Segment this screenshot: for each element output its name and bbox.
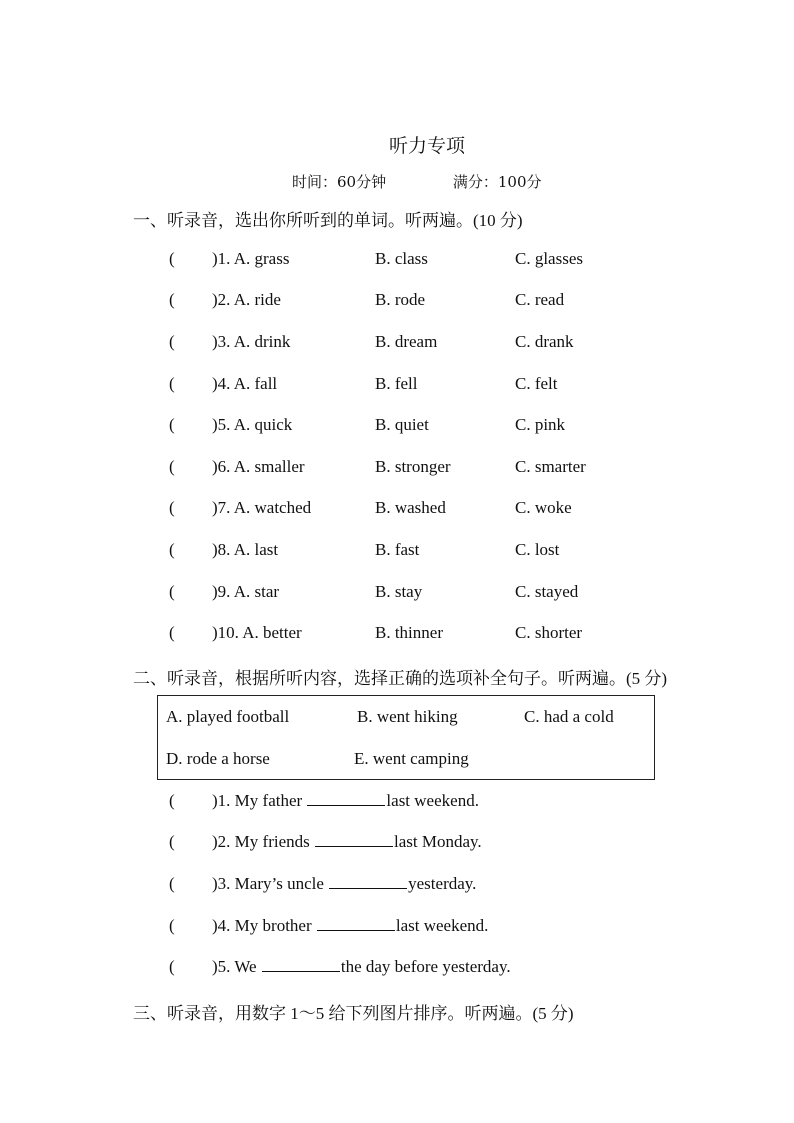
option-b: B. went hiking — [357, 707, 458, 726]
question-choice-a: )7. A. watched — [212, 498, 312, 517]
sentence-end: the day before yesterday. — [340, 957, 511, 976]
answer-paren[interactable]: ( — [169, 290, 175, 309]
question-choice-c: C. read — [515, 290, 565, 309]
question-choice-b: B. stay — [375, 582, 423, 601]
fill-in-row — [0, 916, 794, 940]
answer-paren[interactable]: ( — [169, 332, 175, 351]
question-row — [0, 415, 794, 439]
question-choice-c: C. shorter — [515, 623, 583, 642]
answer-paren[interactable]: ( — [169, 957, 175, 976]
question-row — [0, 623, 794, 647]
answer-paren[interactable]: ( — [169, 623, 175, 642]
blank-line[interactable] — [307, 791, 385, 806]
question-choice-b: B. fell — [375, 374, 418, 393]
answer-paren[interactable]: ( — [169, 582, 175, 601]
question-choice-b: B. rode — [375, 290, 426, 309]
question-choice-c: C. pink — [515, 415, 566, 434]
time-limit: 时间：60分钟 — [292, 173, 387, 191]
question-row — [0, 249, 794, 273]
sentence-start: )3. Mary’s uncle — [212, 874, 329, 893]
answer-paren[interactable]: ( — [169, 874, 175, 893]
question-row — [0, 540, 794, 564]
fill-in-row — [0, 957, 794, 981]
question-row — [0, 374, 794, 398]
fill-in-row — [0, 791, 794, 815]
answer-paren[interactable]: ( — [169, 791, 175, 810]
exam-meta — [292, 171, 542, 192]
sentence-end: yesterday. — [408, 874, 477, 893]
question-row — [0, 582, 794, 606]
blank-line[interactable] — [315, 832, 393, 847]
total-score: 满分：100分 — [452, 173, 542, 191]
sentence-end: last weekend. — [395, 916, 489, 935]
sentence-end: last weekend. — [386, 791, 479, 810]
answer-paren[interactable]: ( — [169, 457, 175, 476]
fill-in-row — [0, 874, 794, 898]
question-choice-c: C. stayed — [515, 582, 579, 601]
question-choice-c: C. woke — [515, 498, 572, 517]
page-title: 听力专项 — [388, 136, 465, 157]
answer-paren[interactable]: ( — [169, 832, 175, 851]
answer-paren[interactable]: ( — [169, 540, 175, 559]
sentence-start: )4. My brother — [212, 916, 316, 935]
fill-in-row — [0, 832, 794, 856]
blank-line[interactable] — [329, 874, 407, 889]
answer-paren[interactable]: ( — [169, 498, 175, 517]
sentence-start: )1. My father — [212, 791, 307, 810]
question-choice-a: )1. A. grass — [212, 249, 290, 268]
question-choice-b: B. thinner — [375, 623, 443, 642]
option-e: E. went camping — [354, 749, 469, 768]
question-choice-b: B. washed — [375, 498, 446, 517]
question-choice-c: C. glasses — [515, 249, 583, 268]
option-c: C. had a cold — [524, 707, 614, 726]
question-choice-a: )10. A. better — [212, 623, 302, 642]
sentence-start: )2. My friends — [212, 832, 314, 851]
option-a: A. played football — [166, 707, 290, 726]
answer-paren[interactable]: ( — [169, 916, 175, 935]
question-choice-b: B. quiet — [375, 415, 429, 434]
question-choice-c: C. smarter — [515, 457, 586, 476]
option-d: D. rode a horse — [166, 749, 270, 768]
options-box — [157, 695, 655, 780]
question-choice-a: )2. A. ride — [212, 290, 281, 309]
question-choice-b: B. class — [375, 249, 428, 268]
blank-line[interactable] — [262, 957, 340, 972]
answer-paren[interactable]: ( — [169, 415, 175, 434]
question-row — [0, 457, 794, 481]
question-choice-a: )9. A. star — [212, 582, 280, 601]
question-choice-c: C. lost — [515, 540, 560, 559]
sentence-start: )5. We — [212, 957, 261, 976]
question-choice-c: C. drank — [515, 332, 574, 351]
answer-paren[interactable]: ( — [169, 249, 175, 268]
section2-heading: 二、听录音，根据所听内容，选择正确的选项补全句子。听两遍。(5 分) — [133, 669, 668, 688]
question-choice-b: B. dream — [375, 332, 438, 351]
section3-heading: 三、听录音，用数字 1～5 给下列图片排序。听两遍。(5 分) — [133, 1004, 574, 1023]
section1-heading: 一、听录音，选出你所听到的单词。听两遍。(10 分) — [133, 211, 523, 230]
question-row — [0, 290, 794, 314]
question-row — [0, 332, 794, 356]
question-choice-a: )3. A. drink — [212, 332, 291, 351]
question-choice-b: B. stronger — [375, 457, 451, 476]
question-row — [0, 498, 794, 522]
answer-paren[interactable]: ( — [169, 374, 175, 393]
question-choice-a: )4. A. fall — [212, 374, 278, 393]
question-choice-a: )6. A. smaller — [212, 457, 305, 476]
blank-line[interactable] — [317, 916, 395, 931]
sentence-end: last Monday. — [393, 832, 482, 851]
question-choice-a: )8. A. last — [212, 540, 279, 559]
question-choice-b: B. fast — [375, 540, 420, 559]
question-choice-a: )5. A. quick — [212, 415, 293, 434]
question-choice-c: C. felt — [515, 374, 558, 393]
